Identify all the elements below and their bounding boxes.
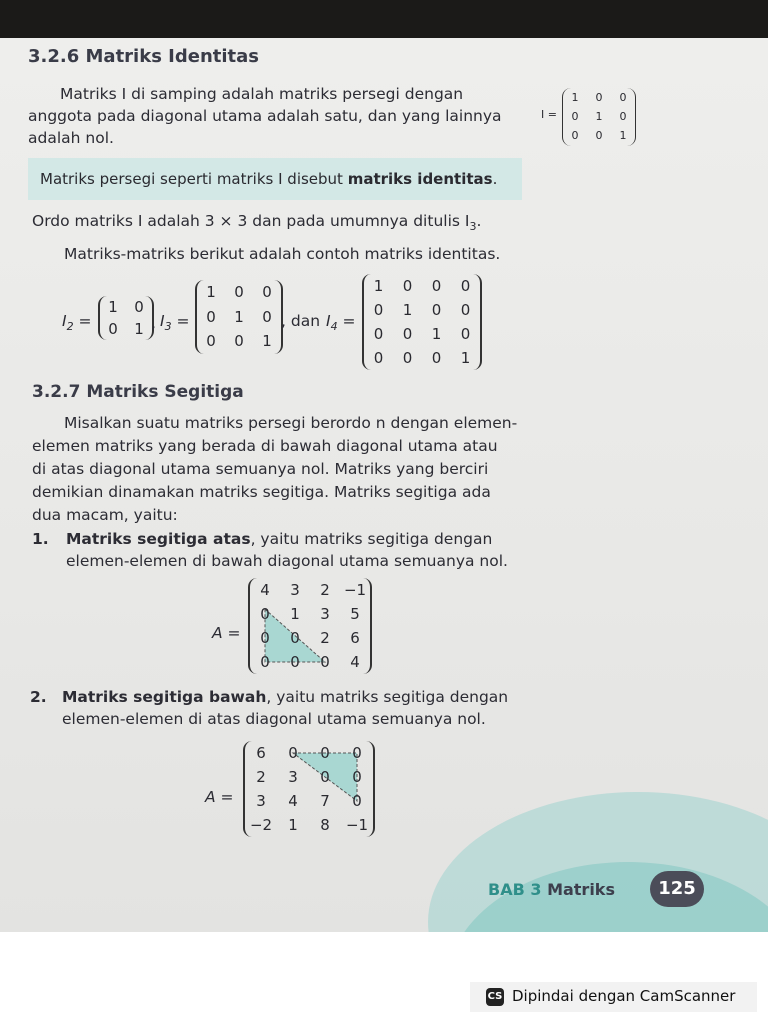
matrix-cell: 0 [290, 628, 300, 647]
section-327-line1: Misalkan suatu matriks persegi berordo n dengan elemen- [64, 414, 518, 432]
section-326-line1: Matriks I di samping adalah matriks persegi dengan [60, 85, 464, 103]
matrix-cell: 0 [595, 90, 603, 104]
matrix-cell: 1 [595, 110, 603, 124]
matrix-cell: 6 [256, 743, 266, 762]
matrix-cell: 5 [350, 604, 360, 623]
matrix-cell: 0 [108, 319, 118, 338]
matrix-cell: 1 [571, 90, 579, 104]
matrix-cell: 0 [402, 276, 413, 295]
upper-matrix-label: A = [212, 624, 241, 642]
matrix-cell: −1 [343, 580, 367, 599]
examples-intro: Matriks-matriks berikut adalah contoh matriks identitas. [64, 245, 501, 263]
matrix-cell: 0 [206, 307, 216, 326]
matrix-cell: 1 [290, 604, 300, 623]
matrix-cell: 0 [260, 628, 270, 647]
matrix-cell: 0 [431, 300, 442, 319]
chapter-label: BAB 3 [488, 880, 542, 899]
book-page: 3.2.6 Matriks Identitas Matriks I di samping adalah matriks persegi dengan anggota pada diagonal utama adalah satu, dan yang lainnya adalah nol. I = 1 0 0 0 1 0 0 0 1 Matriks persegi seperti matriks I disebut matriks identitas. Ordo matriks I adalah 3 × 3 dan pada umumnya ditulis $I_3$. Matriks-matriks berikut adalah contoh matriks identitas. $I_2$ = 1 0 0 1 , $I_3$ = 1 0 0 0 1 0 0 0 1 , dan $I_4$ = 1 0 0 0 0 1 0 0 0 0 1 0 0 0 0 1 3.2.7 Matriks Segitiga Misalkan suatu matriks persegi berordo n dengan elemen- elemen matriks yang berada di bawah diagonal utama atau di atas diagonal utama semuanya nol. Matriks yang berciri demikian dinamakan matriks segitiga. Matriks segitiga ada dua macam, yaitu: 1. Matriks segitiga atas, yaitu matriks segitiga dengan elemen-elemen di bawah diagonal utama semuanya nol. A = 4 3 2 −1 0 1 3 5 0 0 2 6 0 0 0 4 2. Matriks segitiga bawah, yaitu matriks segitiga dengan elemen-elemen di atas diagonal utama semuanya nol. A = 6 0 0 0 2 3 0 0 3 4 7 0 −2 1 8 −1 BAB 3 Matriks 125 [0, 38, 768, 932]
matrix-cell: 0 [402, 348, 413, 367]
ordo-text [32, 210, 481, 238]
i3-label: $I_3$ = [160, 312, 190, 334]
item1-line1: Matriks segitiga atas, yaitu matriks segitiga dengan [66, 530, 493, 548]
matrix-cell: 0 [431, 276, 442, 295]
matrix-cell: 0 [234, 282, 244, 301]
matrix-cell: 2 [256, 767, 266, 786]
matrix-cell: 1 [234, 307, 244, 326]
matrix-cell: 0 [352, 743, 362, 762]
matrix-cell: 7 [320, 791, 330, 810]
matrix-cell: 0 [352, 791, 362, 810]
lower-matrix-label: A = [205, 788, 234, 806]
ordo-end: . [476, 212, 482, 230]
matrix-cell: 1 [206, 282, 216, 301]
section-327-title: 3.2.7 Matriks Segitiga [32, 382, 244, 402]
matrix-cell: 0 [320, 767, 330, 786]
item2-number: 2. [30, 688, 47, 706]
matrix-cell: 6 [350, 628, 360, 647]
section-327-line2: elemen matriks yang berada di bawah diagonal utama atau [32, 437, 498, 455]
item1-number: 1. [32, 530, 49, 548]
matrix-cell: 0 [619, 110, 627, 124]
matrix-cell: 3 [320, 604, 330, 623]
matrix-cell: 0 [262, 307, 272, 326]
ordo-subscript: 3 [469, 220, 477, 234]
section-327-line3: di atas diagonal utama semuanya nol. Matriks yang berciri [32, 460, 489, 478]
matrix-cell: 3 [256, 791, 266, 810]
identity-matrix-i2 [98, 296, 154, 340]
matrix-cell: 0 [206, 332, 216, 351]
matrix-cell: 0 [373, 300, 384, 319]
chapter-name: Matriks [547, 880, 615, 899]
identity-definition-callout [28, 158, 522, 200]
callout-bold: matriks identitas [347, 170, 493, 188]
section-326-line2: anggota pada diagonal utama adalah satu, dan yang lainnya [28, 107, 502, 125]
matrix-cell: 0 [134, 297, 144, 316]
matrix-cell: 0 [260, 652, 270, 671]
item2-line2: elemen-elemen di atas diagonal utama semuanya nol. [62, 710, 486, 728]
matrix-cell: 0 [320, 652, 330, 671]
matrix-cell: 0 [460, 324, 471, 343]
matrix-cell: 0 [234, 332, 244, 351]
section-326-line3: adalah nol. [28, 129, 114, 147]
matrix-cell: 2 [320, 628, 330, 647]
matrix-cell: 1 [288, 815, 298, 834]
matrix-cell: 0 [288, 743, 298, 762]
section-327-line5: dua macam, yaitu: [32, 506, 178, 524]
matrix-cell: 1 [108, 297, 118, 316]
matrix-cell: 4 [260, 580, 270, 599]
matrix-cell: 3 [290, 580, 300, 599]
matrix-cell: 1 [262, 332, 272, 351]
section-327-line4: demikian dinamakan matriks segitiga. Matriks segitiga ada [32, 483, 491, 501]
matrix-cell: 0 [320, 743, 330, 762]
matrix-cell: 0 [431, 348, 442, 367]
matrix-cell: 1 [402, 300, 413, 319]
matrix-cell: 1 [431, 324, 442, 343]
matrix-cell: 3 [288, 767, 298, 786]
matrix-cell: 0 [373, 348, 384, 367]
top-scan-border [0, 0, 768, 38]
item2-line1: Matriks segitiga bawah, yaitu matriks segitiga dengan [62, 688, 509, 706]
matrix-cell: 0 [571, 110, 579, 124]
item1-line2: elemen-elemen di bawah diagonal utama semuanya nol. [66, 552, 508, 570]
matrix-cell: 1 [373, 276, 384, 295]
matrix-cell: 1 [460, 348, 471, 367]
matrix-cell: 0 [260, 604, 270, 623]
identity-matrix-i3 [195, 280, 283, 354]
matrix-cell: 4 [288, 791, 298, 810]
matrix-cell: 0 [402, 324, 413, 343]
camscanner-logo: CS [486, 988, 504, 1006]
page-number-badge: 125 [650, 871, 704, 907]
matrix-cell: 8 [320, 815, 330, 834]
lower-triangular-matrix [243, 741, 375, 837]
callout-prefix: Matriks persegi seperti matriks I disebut [40, 170, 348, 188]
side-identity-matrix [562, 88, 636, 146]
matrix-cell: 0 [571, 129, 579, 143]
ordo-main: Ordo matriks I adalah 3 × 3 dan pada umumnya ditulis I [32, 212, 470, 230]
matrix-cell: −2 [249, 815, 273, 834]
matrix-cell: 0 [373, 324, 384, 343]
section-326-title: 3.2.6 Matriks Identitas [28, 46, 260, 67]
i4-label: $I_4$ = [326, 312, 356, 334]
matrix-cell: 0 [290, 652, 300, 671]
upper-triangular-matrix [248, 578, 372, 674]
matrix-cell: 0 [619, 90, 627, 104]
matrix-cell: 1 [134, 319, 144, 338]
matrix-cell: −1 [345, 815, 369, 834]
matrix-cell: 0 [460, 276, 471, 295]
matrix-cell: 2 [320, 580, 330, 599]
side-matrix-label: I = [541, 108, 557, 121]
matrix-cell: 1 [619, 129, 627, 143]
camscanner-text: Dipindai dengan CamScanner [512, 987, 736, 1005]
matrix-cell: 0 [460, 300, 471, 319]
chapter-footer [488, 880, 615, 899]
i2-label: $I_2$ = [62, 312, 92, 334]
matrix-cell: 0 [595, 129, 603, 143]
matrix-cell: 4 [350, 652, 360, 671]
callout-suffix: . [492, 170, 498, 188]
matrix-cell: 0 [352, 767, 362, 786]
identity-matrix-i4 [362, 274, 482, 370]
matrix-cell: 0 [262, 282, 272, 301]
dan-text: , dan [281, 312, 321, 330]
